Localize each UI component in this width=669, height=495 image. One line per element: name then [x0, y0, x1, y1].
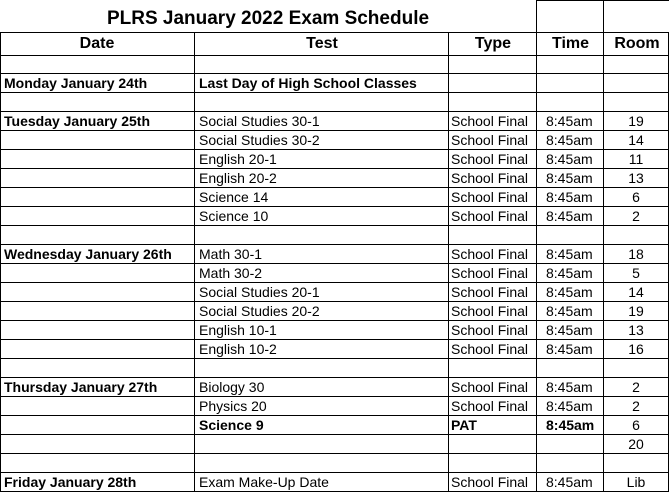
cell-room: 19 — [628, 113, 644, 129]
cell-room: 2 — [632, 208, 640, 224]
cell-test: Biology 30 — [199, 379, 265, 395]
cell-type: School Final — [451, 322, 529, 338]
cell-time: 8:45am — [546, 151, 593, 167]
header-type: Type — [474, 35, 512, 52]
cell-time: 8:45am — [546, 132, 593, 148]
cell-room: 6 — [632, 417, 640, 433]
cell-test: Exam Make-Up Date — [199, 474, 329, 490]
cell-type: School Final — [451, 151, 529, 167]
cell-type: School Final — [451, 265, 529, 281]
header-date: Date — [79, 35, 115, 52]
cell-room: 13 — [628, 170, 644, 186]
cell-time: 8:45am — [546, 265, 593, 281]
header-test: Test — [306, 35, 338, 52]
cell-test: Physics 20 — [199, 398, 267, 414]
cell-room: Lib — [626, 474, 646, 490]
cell-room: 14 — [628, 284, 644, 300]
cell-test: Social Studies 30-1 — [199, 113, 320, 129]
cell-test: English 10-1 — [199, 322, 277, 338]
cell-time: 8:45am — [546, 398, 593, 414]
cell-time: 8:45am — [546, 189, 593, 205]
cell-type: School Final — [451, 398, 529, 414]
cell-test: Science 10 — [199, 208, 269, 224]
cell-type: School Final — [451, 208, 529, 224]
cell-date: Thursday January 27th — [4, 379, 158, 395]
cell-time: 8:45am — [546, 170, 593, 186]
cell-time: 8:45am — [546, 379, 593, 395]
cell-test: Last Day of High School Classes — [199, 75, 417, 91]
cell-room: 2 — [632, 379, 640, 395]
cell-type: School Final — [451, 284, 529, 300]
cell-time: 8:45am — [546, 417, 595, 433]
cell-date: Wednesday January 26th — [4, 246, 172, 262]
cell-test: Social Studies 20-2 — [199, 303, 320, 319]
cell-room: 5 — [632, 265, 640, 281]
cell-test: English 20-1 — [199, 151, 277, 167]
cell-time: 8:45am — [546, 208, 593, 224]
header-time: Time — [551, 35, 590, 52]
cell-test: Science 14 — [199, 189, 269, 205]
cell-room: 11 — [628, 151, 644, 167]
cell-test: Social Studies 20-1 — [199, 284, 320, 300]
cell-test: English 10-2 — [199, 341, 277, 357]
cell-room: 20 — [628, 436, 644, 452]
grid-vline — [194, 32, 195, 492]
cell-test: Math 30-2 — [199, 265, 263, 281]
cell-test: English 20-2 — [199, 170, 277, 186]
grid-vline — [448, 32, 449, 492]
cell-date: Tuesday January 25th — [4, 113, 151, 129]
cell-room: 6 — [632, 189, 640, 205]
cell-date: Friday January 28th — [4, 474, 137, 490]
cell-test: Social Studies 30-2 — [199, 132, 320, 148]
grid-hline — [0, 55, 669, 56]
grid-vline — [536, 0, 537, 492]
cell-room: 18 — [628, 246, 644, 262]
cell-type: School Final — [451, 341, 529, 357]
cell-type: School Final — [451, 474, 529, 490]
cell-test: Math 30-1 — [199, 246, 263, 262]
cell-time: 8:45am — [546, 113, 593, 129]
cell-date: Monday January 24th — [4, 75, 148, 91]
cell-room: 2 — [632, 398, 640, 414]
cell-room: 14 — [628, 132, 644, 148]
grid-hline — [0, 453, 669, 454]
header-room: Room — [614, 35, 660, 52]
grid-vline — [0, 32, 1, 492]
cell-time: 8:45am — [546, 303, 593, 319]
cell-type: School Final — [451, 132, 529, 148]
cell-type: School Final — [451, 379, 529, 395]
cell-time: 8:45am — [546, 322, 593, 338]
cell-type: School Final — [451, 246, 529, 262]
cell-time: 8:45am — [546, 474, 593, 490]
cell-type: School Final — [451, 189, 529, 205]
cell-type: School Final — [451, 170, 529, 186]
cell-type: School Final — [451, 113, 529, 129]
cell-time: 8:45am — [546, 284, 593, 300]
cell-room: 16 — [628, 341, 644, 357]
cell-time: 8:45am — [546, 246, 593, 262]
cell-room: 13 — [628, 322, 644, 338]
cell-test: Science 9 — [199, 417, 264, 433]
cell-type: PAT — [451, 417, 477, 433]
cell-time: 8:45am — [546, 341, 593, 357]
cell-type: School Final — [451, 303, 529, 319]
schedule-title: PLRS January 2022 Exam Schedule — [106, 8, 430, 29]
cell-room: 19 — [628, 303, 644, 319]
